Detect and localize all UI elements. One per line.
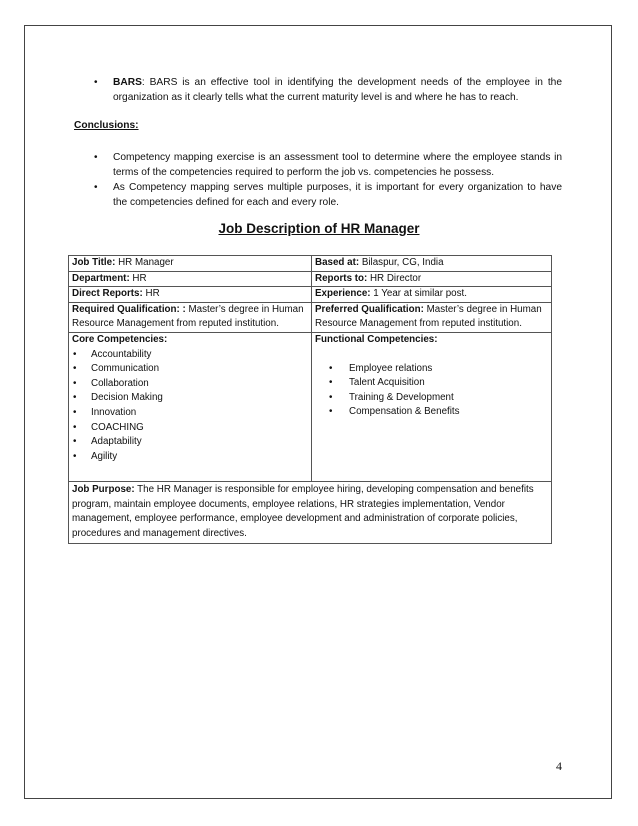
experience-value: 1 Year at similar post.: [370, 288, 467, 300]
competency-text: COACHING: [91, 421, 144, 433]
based-at-cell: [312, 256, 552, 272]
competency-text: Communication: [91, 363, 160, 375]
list-item: [72, 406, 308, 421]
preferred-qualification-value: Master’s degree in Human Resource Management from reputed institution.: [315, 303, 542, 330]
preferred-qualification-cell: [312, 302, 552, 332]
list-item: [94, 180, 562, 210]
department-value: HR: [129, 272, 147, 284]
list-item: [329, 391, 548, 406]
core-competencies-cell: [69, 332, 312, 481]
bars-term: BARS: [113, 77, 142, 88]
competency-text: Decision Making: [91, 392, 163, 404]
list-item: [72, 421, 308, 436]
job-title-value: HR Manager: [115, 257, 174, 268]
required-qualification-value: Master’s degree in Human Resource Management from reputed institution.: [72, 303, 304, 330]
bullet-icon: •: [73, 363, 77, 375]
direct-reports-cell: [69, 287, 312, 303]
bullet-icon: •: [73, 450, 77, 462]
table-row: [69, 302, 552, 332]
competency-text: Training & Development: [349, 391, 454, 403]
list-item: [94, 150, 562, 180]
list-item: [72, 362, 308, 377]
list-item: [72, 435, 308, 450]
core-competencies-list: [72, 348, 308, 465]
based-at-label: Based at:: [315, 257, 360, 268]
table-row: [69, 481, 552, 543]
functional-competencies-list: [329, 362, 548, 420]
bars-text: : BARS is an effective tool in identifying the development needs of the employee in the organization as it clearly tells what the current maturity level is and where he has to reach.: [113, 77, 562, 103]
conclusion-text: As Competency mapping serves multiple purposes, it is important for every organization to have the competencies defined for each and every role.: [113, 182, 562, 208]
competency-text: Collaboration: [91, 377, 149, 389]
direct-reports-value: HR: [142, 288, 160, 300]
experience-label: Experience:: [315, 288, 371, 300]
bullet-icon: •: [94, 152, 98, 163]
job-purpose-label: Job Purpose:: [72, 483, 135, 495]
bullet-icon: •: [73, 392, 77, 404]
reports-to-label: Reports to:: [315, 272, 368, 284]
list-item: [94, 75, 562, 105]
job-title-cell: [69, 256, 312, 272]
functional-competencies-cell: [312, 332, 552, 481]
list-item: [72, 348, 308, 363]
bullet-icon: •: [329, 406, 333, 418]
table-row: [69, 256, 552, 272]
bullet-icon: •: [329, 391, 333, 403]
conclusions-heading: Conclusions:: [74, 120, 139, 131]
required-qualification-cell: [69, 302, 312, 332]
list-item: [72, 450, 308, 465]
competency-text: Talent Acquisition: [349, 377, 425, 389]
bullet-icon: •: [73, 406, 77, 418]
competency-text: Innovation: [91, 406, 137, 418]
bullet-icon: •: [73, 348, 77, 360]
list-item: [329, 405, 548, 420]
bars-list: [94, 75, 562, 105]
table-row: [69, 332, 552, 481]
competency-text: Agility: [91, 450, 118, 462]
reports-to-value: HR Director: [367, 272, 422, 284]
direct-reports-label: Direct Reports:: [72, 288, 143, 300]
department-cell: [69, 271, 312, 287]
list-item: [72, 377, 308, 392]
bullet-icon: •: [329, 362, 333, 374]
bullet-icon: •: [94, 182, 98, 193]
functional-competencies-label: Functional Competencies:: [315, 333, 438, 345]
job-title-label: Job Title:: [72, 257, 116, 268]
list-item: [72, 391, 308, 406]
bullet-icon: •: [94, 77, 98, 88]
required-qualification-label: Required Qualification: :: [72, 303, 186, 315]
table-row: [69, 271, 552, 287]
job-purpose-value: The HR Manager is responsible for employee hiring, developing compensation and benefits program, maintain employee documents, employee relations, HR strategies implementation, Vendor management, employee performance, employee development and administration of corporate policies, procedures and management directives.: [72, 483, 534, 539]
core-competencies-label: Core Competencies:: [72, 333, 168, 345]
bullet-icon: •: [329, 377, 333, 389]
competency-text: Adaptability: [91, 436, 142, 448]
conclusions-list: [94, 150, 562, 210]
bullet-icon: •: [73, 436, 77, 448]
list-item: [329, 362, 548, 377]
department-label: Department:: [72, 272, 130, 284]
based-at-value: Bilaspur, CG, India: [359, 257, 444, 268]
table-row: [69, 287, 552, 303]
list-item: [329, 376, 548, 391]
competency-text: Compensation & Benefits: [349, 406, 460, 418]
job-description-title: Job Description of HR Manager: [218, 221, 420, 236]
competency-text: Employee relations: [349, 362, 433, 374]
bullet-icon: •: [73, 377, 77, 389]
conclusion-text: Competency mapping exercise is an assessment tool to determine where the employee stands in terms of the competencies required to perform the job vs. competencies he possess.: [113, 152, 562, 178]
page-number: 4: [556, 759, 562, 773]
reports-to-cell: [312, 271, 552, 287]
job-purpose-cell: [69, 481, 552, 543]
preferred-qualification-label: Preferred Qualification:: [315, 303, 424, 315]
bullet-icon: •: [73, 421, 77, 433]
experience-cell: [312, 287, 552, 303]
job-description-table: [68, 255, 552, 544]
competency-text: Accountability: [91, 348, 152, 360]
